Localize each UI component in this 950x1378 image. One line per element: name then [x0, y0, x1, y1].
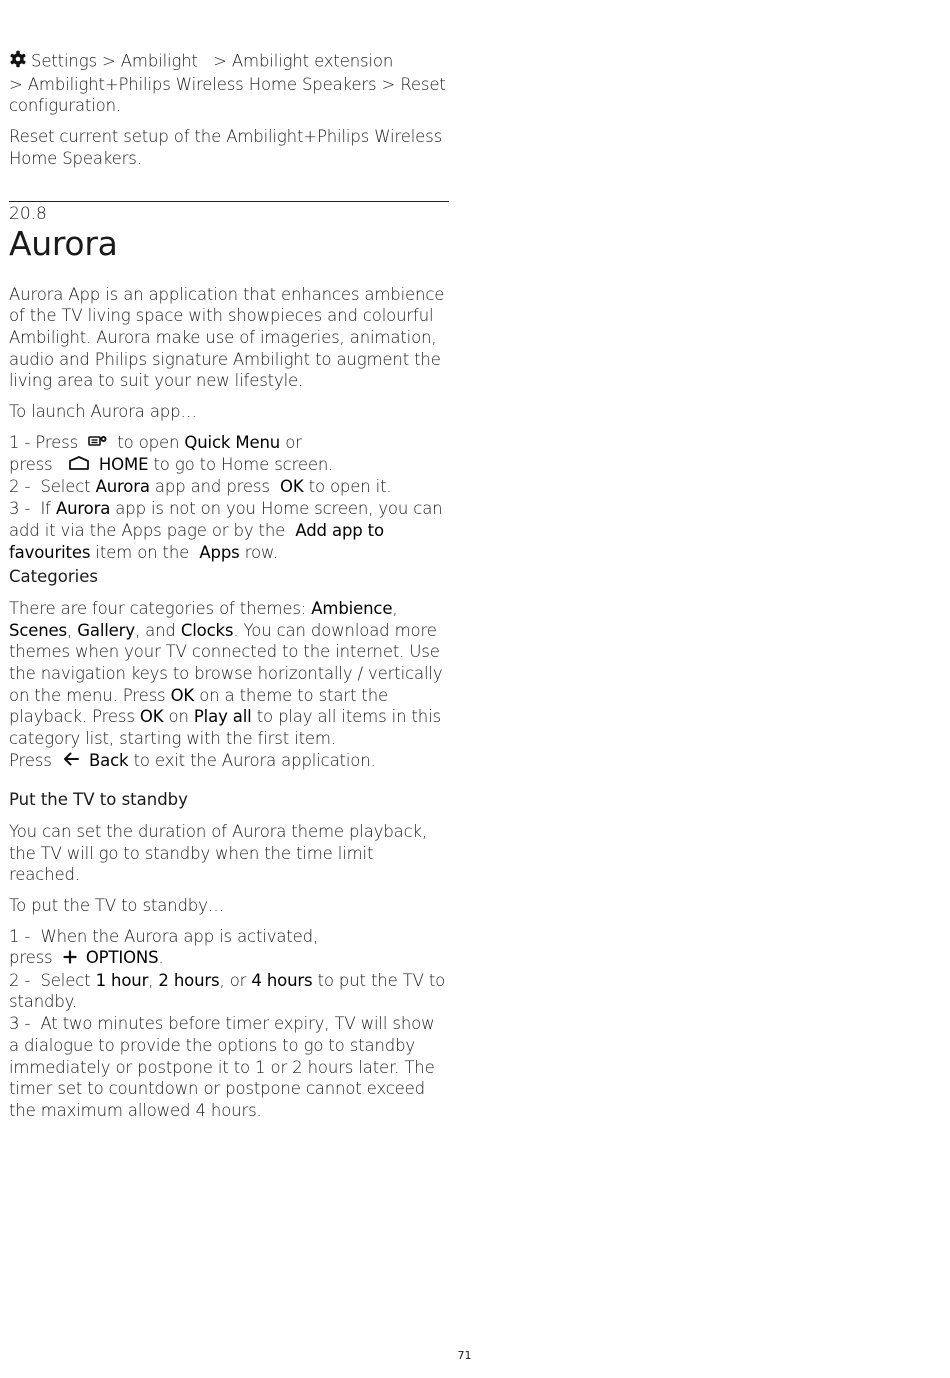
breadcrumb-settings: Settings [31, 51, 97, 71]
aurora-label: Aurora [95, 477, 150, 497]
launch-step-1 [9, 432, 449, 477]
categories-text: Press [9, 750, 57, 770]
step-text: to put the TV to standby. [9, 970, 446, 1012]
aurora-label: Aurora [55, 499, 111, 519]
options-label: OPTIONS [85, 948, 159, 968]
standby-step-1 [9, 926, 449, 970]
gallery-label: Gallery [77, 620, 135, 640]
step-text: app and press [149, 477, 275, 497]
ambience-label: Ambience [311, 598, 393, 618]
ok-label: OK [139, 707, 164, 727]
reset-description: Reset current setup of the Ambilight+Philips Wireless Home Speakers. [9, 127, 443, 168]
one-hour-label: 1 hour [95, 970, 149, 990]
section-divider [9, 201, 449, 202]
apps-label: Apps [199, 542, 240, 562]
breadcrumb [9, 50, 449, 117]
step-number: 2 - [9, 477, 36, 497]
gear-icon [9, 50, 27, 74]
categories-text: on [163, 707, 194, 727]
step-number: 1 - [9, 432, 36, 452]
categories-text: to exit the Aurora application. [128, 750, 376, 770]
step-text: , [148, 970, 159, 990]
section-title: Aurora [9, 223, 118, 263]
scenes-label: Scenes [9, 620, 68, 640]
add-app-to-favourites-label: Add app to favourites [9, 520, 384, 562]
step-text: to go to Home screen. [148, 455, 334, 475]
step-text: Press [35, 432, 84, 452]
page-number: 71 [457, 1349, 472, 1362]
categories-paragraph [9, 598, 449, 772]
categories-heading: Categories [9, 567, 98, 587]
step-number: 3 - [9, 1014, 36, 1034]
step-text: row. [239, 542, 278, 562]
back-label: Back [89, 750, 129, 770]
launch-step-3 [9, 498, 449, 563]
categories-text: to play all items in this category list, starting with the first item. [9, 707, 441, 749]
categories-text: , [67, 620, 78, 640]
standby-description: You can set the duration of Aurora theme playback, the TV will go to standby when the time limit reached. [9, 821, 428, 885]
breadcrumb-ambilight-extension: > Ambilight extension [213, 51, 394, 71]
plus-icon [63, 948, 77, 970]
ok-label: OK [170, 685, 195, 705]
clocks-label: Clocks [180, 620, 234, 640]
home-icon [68, 455, 90, 477]
section-number: 20.8 [9, 203, 47, 224]
step-text: to open [112, 432, 185, 452]
categories-text: , and [134, 620, 181, 640]
two-hours-label: 2 hours [158, 970, 220, 990]
standby-intro: To put the TV to standby… [9, 896, 225, 916]
play-all-label: Play all [193, 707, 252, 727]
back-arrow-icon [62, 751, 80, 773]
step-text: item on the [90, 542, 195, 562]
step-number: 2 - [9, 970, 36, 990]
step-text: press [9, 455, 58, 475]
quick-menu-label: Quick Menu [184, 432, 281, 452]
quick-menu-icon [88, 432, 108, 454]
standby-step-2 [9, 970, 449, 1013]
ok-label: OK [280, 477, 304, 497]
step-text: Select [40, 477, 96, 497]
step-text: . [158, 948, 164, 968]
categories-text: , [392, 598, 398, 618]
standby-step-3 [9, 1013, 449, 1122]
standby-heading: Put the TV to standby [9, 790, 188, 810]
step-text: Select [40, 970, 96, 990]
step-number: 1 - [9, 926, 36, 946]
step-text: app is not on you Home screen, you can add it via the Apps page or by the [9, 499, 443, 540]
step-text: to open it. [303, 477, 392, 497]
step-text: If [40, 499, 56, 519]
breadcrumb-ambilight: > Ambilight [96, 51, 203, 71]
page-column [9, 50, 449, 1122]
home-label: HOME [98, 455, 149, 475]
categories-text: . You can download more themes when your TV connected to the internet. Use the navigation keys to browse horizontally / vertically on the menu. Press [9, 620, 443, 705]
launch-heading: To launch Aurora app… [9, 402, 197, 422]
step-text: At two minutes before timer expiry, TV will show a dialogue to provide the options to go to standby immediately or postpone it to 1 or 2 hours later. The timer set to countdown or postpone cannot exceed the maximum allowed 4 hours. [9, 1014, 435, 1120]
four-hours-label: 4 hours [251, 970, 313, 990]
step-text: When the Aurora app is activated, [40, 926, 319, 946]
step-text: , or [219, 970, 252, 990]
step-text: or [280, 432, 302, 452]
categories-text: There are four categories of themes: [9, 598, 312, 618]
launch-step-2 [9, 476, 449, 498]
categories-text: on a theme to start the playback. Press [9, 685, 389, 727]
breadcrumb-reset-configuration: > Ambilight+Philips Wireless Home Speakers > Reset configuration. [9, 74, 446, 116]
step-text: press [9, 948, 58, 968]
step-number: 3 - [9, 499, 36, 519]
intro-paragraph: Aurora App is an application that enhances ambience of the TV living space with showpieces and colourful Ambilight. Aurora make use of imageries, animation, audio and Philips signature Ambilight to augment the living area to suit your new lifestyle. [9, 284, 445, 391]
